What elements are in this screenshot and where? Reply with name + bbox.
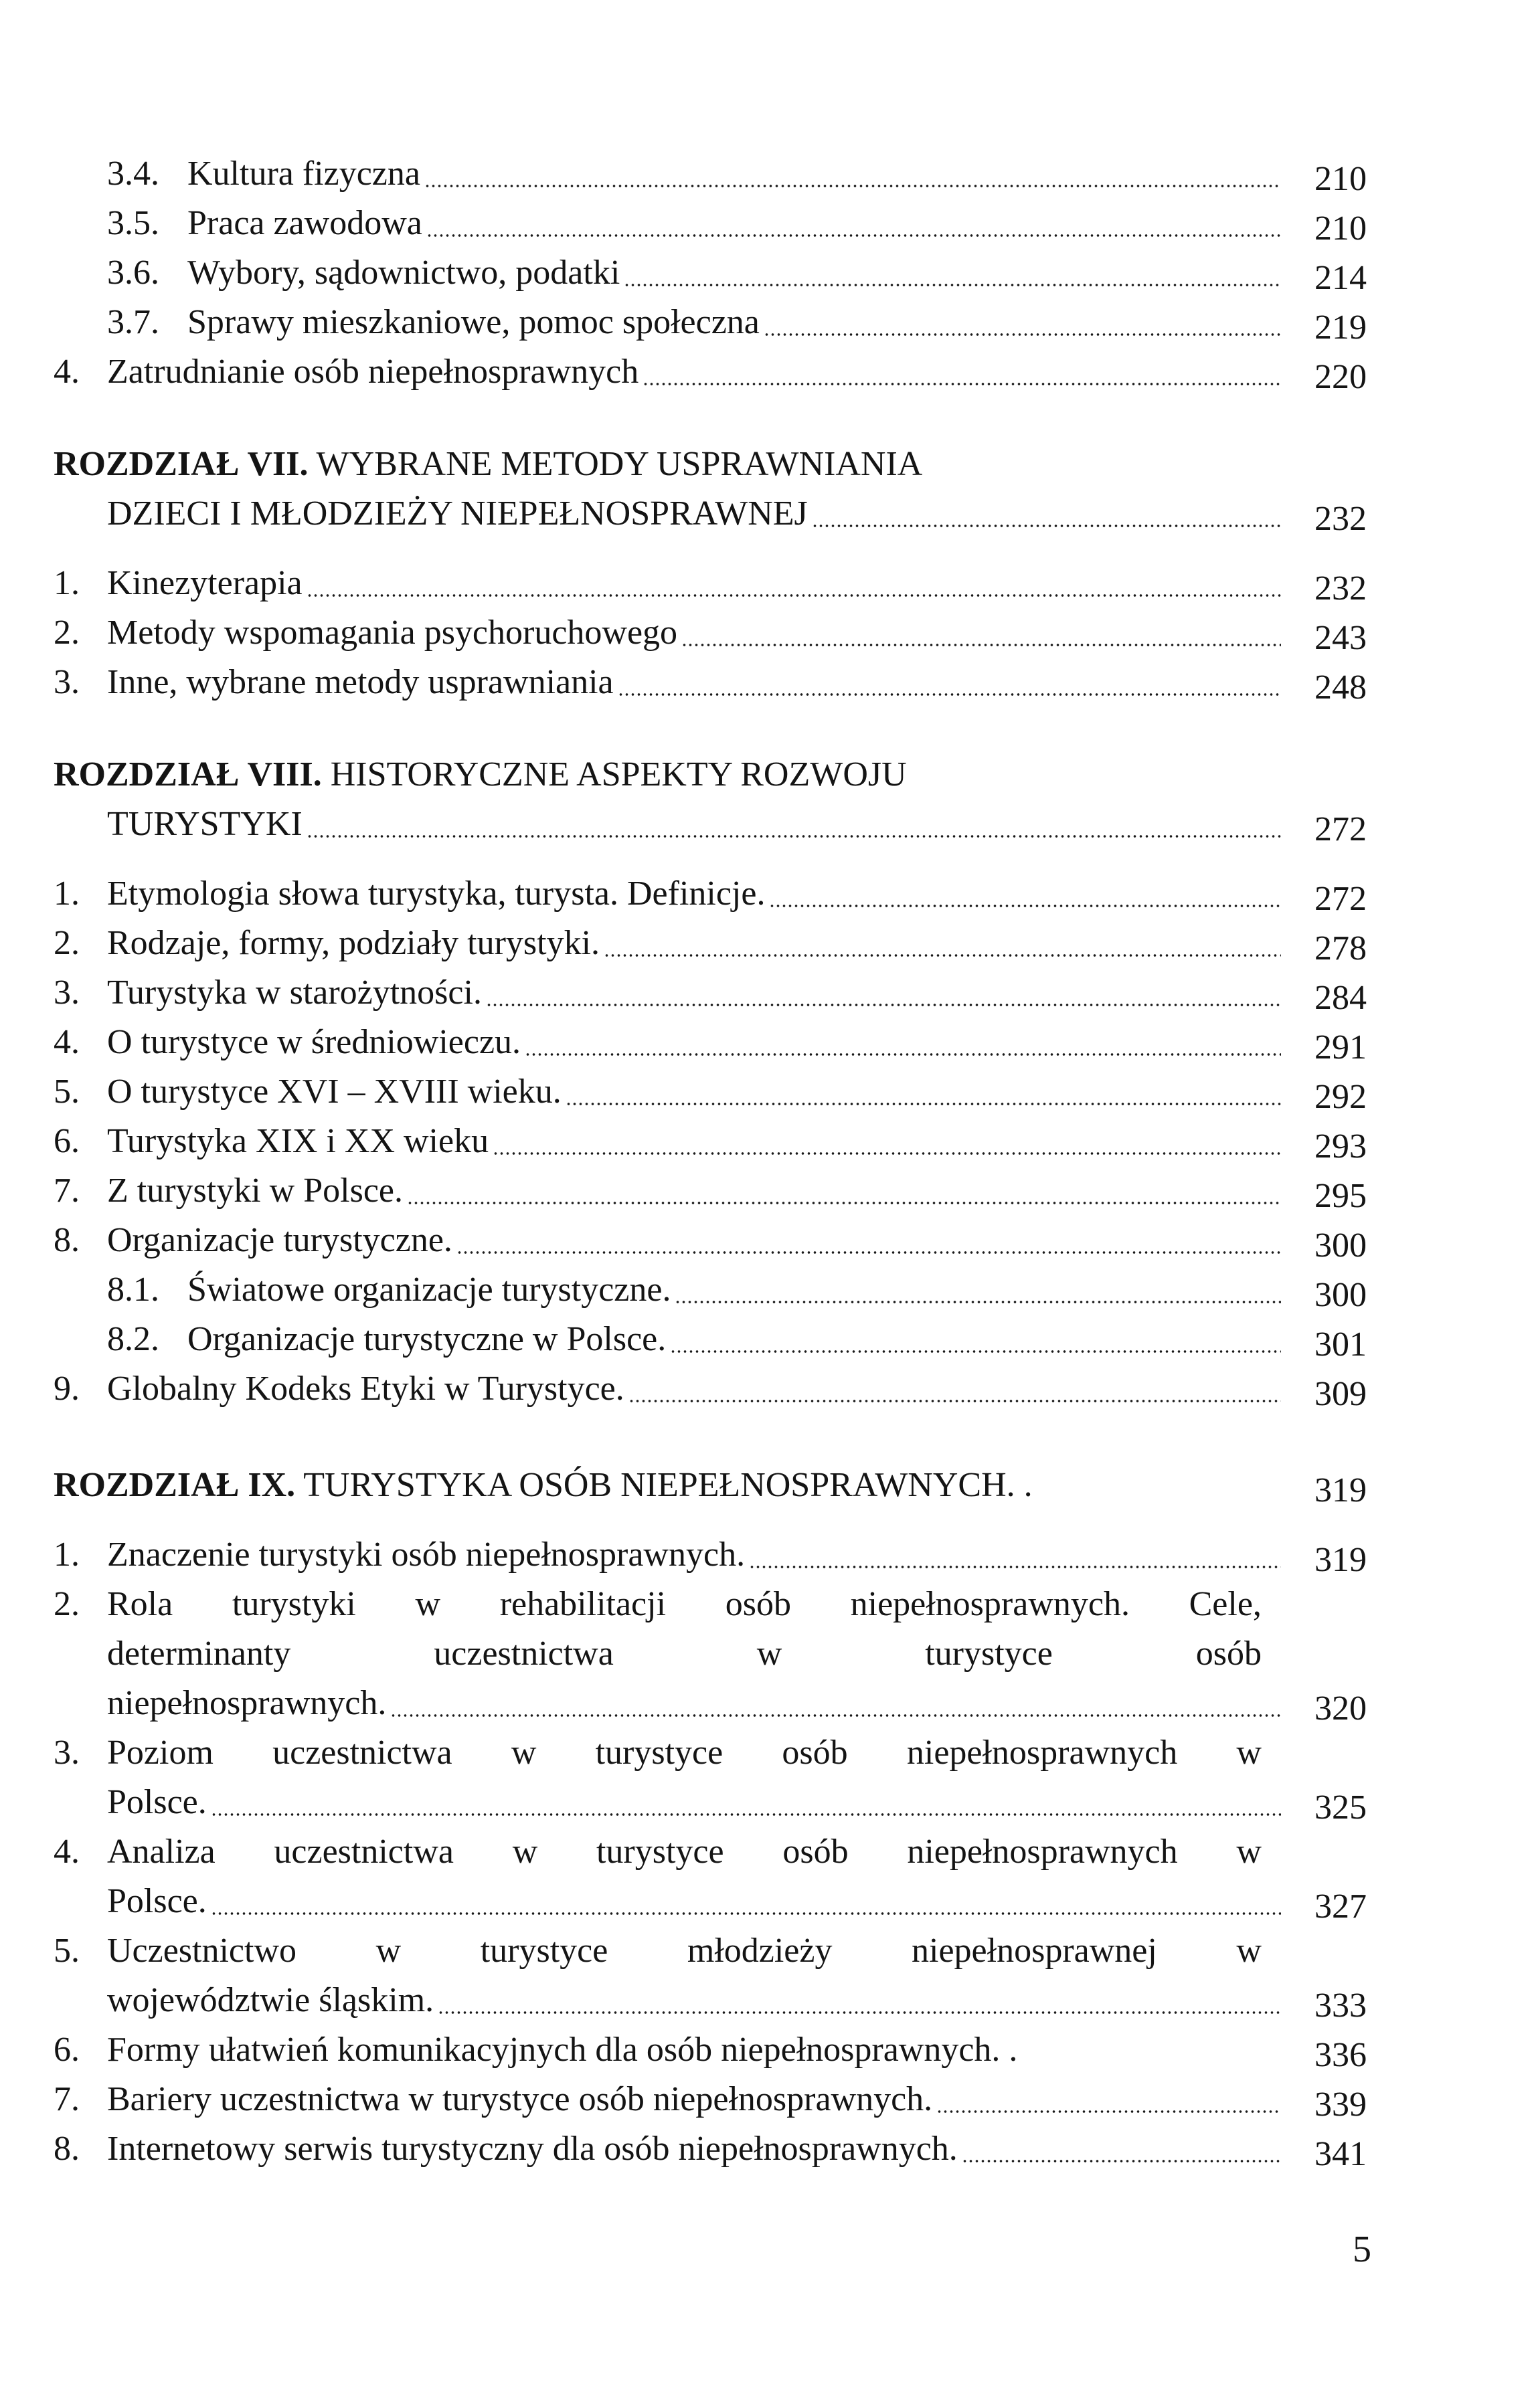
entry-page: 292 [1314, 1078, 1367, 1116]
word: niepełnosprawnych. [850, 1585, 1130, 1623]
word: w [512, 1833, 538, 1871]
toc-entry [0, 918, 1532, 969]
chapter-title-cont: DZIECI I MŁODZIEŻY NIEPEŁNOSPRAWNEJ [107, 494, 808, 533]
entry-page: 339 [1314, 2086, 1367, 2124]
entry-page: 210 [1314, 209, 1367, 248]
word: w [756, 1635, 782, 1673]
word: w [1236, 1734, 1262, 1772]
entry-title: Światowe organizacje turystyczne. [187, 1271, 671, 1309]
entry-title: Sprawy mieszkaniowe, pomoc społeczna [187, 303, 760, 341]
toc-entry [0, 1116, 1532, 1167]
entry-page: 278 [1314, 929, 1367, 967]
entry-title: Polsce. [107, 1783, 207, 1821]
word: niepełnosprawnych [907, 1833, 1178, 1871]
toc-entry [0, 1579, 1532, 1630]
entry-title: Wybory, sądownictwo, podatki [187, 254, 620, 292]
chapter-label: ROZDZIAŁ IX. [54, 1466, 296, 1504]
chapter-heading-line [54, 749, 907, 800]
dot-leader [407, 1202, 1281, 1204]
entry-number: 2. [54, 1585, 80, 1623]
toc-entry [0, 1728, 1532, 1778]
entry-page: 320 [1314, 1689, 1367, 1728]
entry-title-line [107, 1926, 1262, 1976]
entry-title: Metody wspomagania psychoruchowego [107, 614, 678, 652]
chapter-label: ROZDZIAŁ VII. [54, 445, 309, 483]
word: Uczestnictwo [107, 1932, 297, 1970]
word: uczestnictwa [272, 1734, 452, 1772]
entry-number: 3. [54, 663, 80, 701]
dot-leader [628, 1400, 1281, 1402]
dot-leader [749, 1566, 1281, 1568]
entry-number: 2. [54, 924, 80, 962]
toc-entry [0, 1067, 1532, 1117]
toc-entry [0, 1364, 1532, 1414]
toc-entry [0, 558, 1532, 609]
entry-title: Polsce. [107, 1882, 207, 1920]
dot-leader [493, 1152, 1281, 1155]
word: turystyce [596, 1833, 724, 1871]
entry-title: niepełnosprawnych. [107, 1684, 387, 1722]
entry-title: Organizacje turystyczne w Polsce. [187, 1320, 667, 1358]
entry-title: Organizacje turystyczne. [107, 1221, 452, 1259]
entry-title: O turystyce w średniowieczu. [107, 1023, 521, 1061]
entry-page: 220 [1314, 358, 1367, 396]
entry-number: 7. [54, 2080, 80, 2118]
entry-title: Znaczenie turystyki osób niepełnosprawnych. [107, 1536, 746, 1574]
toc-entry [0, 799, 1532, 850]
dot-leader [624, 284, 1281, 286]
word: w [375, 1932, 402, 1970]
dot-leader [424, 185, 1281, 187]
word: w [1236, 1833, 1262, 1871]
entry-number: 1. [54, 874, 80, 913]
word: turystyce [480, 1932, 608, 1970]
entry-page: 293 [1314, 1127, 1367, 1166]
word: osób [725, 1585, 791, 1623]
dot-leader [211, 1813, 1281, 1816]
toc-entry [0, 149, 1532, 199]
entry-title: Kultura fizyczna [187, 155, 420, 193]
entry-page: 291 [1314, 1028, 1367, 1067]
entry-page: 341 [1314, 2135, 1367, 2173]
entry-page: 248 [1314, 668, 1367, 707]
entry-number: 6. [54, 1122, 80, 1160]
word: w [511, 1734, 537, 1772]
entry-number: 3. [54, 974, 80, 1012]
word: uczestnictwa [274, 1833, 454, 1871]
word: Cele, [1189, 1585, 1262, 1623]
entry-number: 3.6. [107, 254, 159, 292]
toc-entry [0, 868, 1532, 919]
dot-leader [618, 693, 1281, 696]
entry-number: 4. [54, 1023, 80, 1061]
dot-leader [566, 1103, 1281, 1105]
toc-entry-cont [0, 1629, 1532, 1679]
word: w [1236, 1932, 1262, 1970]
chapter-title: TURYSTYKA OSÓB NIEPEŁNOSPRAWNYCH. . [303, 1466, 1033, 1504]
entry-number: 3.5. [107, 204, 159, 242]
word: Analiza [107, 1833, 216, 1871]
entry-title: O turystyce XVI – XVIII wieku. [107, 1073, 562, 1111]
dot-leader [812, 525, 1281, 527]
toc-entry [0, 1530, 1532, 1580]
entry-title: Turystyka w starożytności. [107, 974, 482, 1012]
entry-title: Kinezyterapia [107, 564, 303, 602]
word: niepełnosprawnych [906, 1734, 1178, 1772]
entry-page: 336 [1314, 2036, 1367, 2074]
dot-leader [438, 2011, 1281, 2014]
word: w [415, 1585, 441, 1623]
entry-page: 327 [1314, 1887, 1367, 1926]
toc-entry [0, 347, 1532, 397]
dot-leader [936, 2110, 1281, 2113]
page-number: 5 [1353, 2229, 1371, 2270]
entry-number: 3.7. [107, 303, 159, 341]
chapter-title: WYBRANE METODY USPRAWNIANIA [316, 445, 923, 483]
entry-title: Zatrudnianie osób niepełnosprawnych [107, 353, 639, 391]
dot-leader [769, 905, 1281, 907]
toc-entry [0, 1827, 1532, 1877]
entry-page: 300 [1314, 1276, 1367, 1314]
entry-title-line [107, 1728, 1262, 1778]
entry-title: Inne, wybrane metody usprawniania [107, 663, 614, 701]
entry-title-line [107, 1827, 1262, 1877]
dot-leader [390, 1714, 1281, 1717]
entry-number: 9. [54, 1370, 80, 1408]
chapter-title: HISTORYCZNE ASPEKTY ROZWOJU [330, 755, 907, 794]
word: Rola [107, 1585, 173, 1623]
entry-number: 8.2. [107, 1320, 159, 1358]
dot-leader [307, 594, 1281, 597]
word: osób [1195, 1635, 1262, 1673]
entry-page: 333 [1314, 1986, 1367, 2025]
entry-page: 295 [1314, 1177, 1367, 1215]
entry-number: 8.1. [107, 1271, 159, 1309]
entry-page: 272 [1314, 810, 1367, 848]
entry-page: 301 [1314, 1325, 1367, 1364]
dot-leader [426, 234, 1281, 237]
entry-number: 5. [54, 1932, 80, 1970]
entry-page: 319 [1314, 1471, 1367, 1509]
entry-title-line [107, 1629, 1262, 1679]
toc-entry [0, 2074, 1532, 2125]
toc-entry-cont [0, 1975, 1532, 2026]
word: turystyce [925, 1635, 1053, 1673]
dot-leader [307, 835, 1281, 838]
entry-number: 3.4. [107, 155, 159, 193]
toc-entry [0, 1314, 1532, 1365]
word: niepełnosprawnej [912, 1932, 1157, 1970]
entry-page: 214 [1314, 259, 1367, 297]
entry-title: Z turystyki w Polsce. [107, 1172, 403, 1210]
entry-title: Globalny Kodeks Etyki w Turystyce. [107, 1370, 624, 1408]
toc-entry [0, 2124, 1532, 2174]
chapter-heading [0, 439, 1532, 490]
entry-page: 232 [1314, 569, 1367, 608]
dot-leader [486, 1004, 1281, 1006]
chapter-heading [0, 1460, 1532, 1511]
chapter-heading-line [54, 1460, 1033, 1511]
entry-number: 7. [54, 1172, 80, 1210]
toc-entry [0, 1265, 1532, 1315]
word: rehabilitacji [499, 1585, 667, 1623]
word: determinanty [107, 1635, 291, 1673]
entry-title: Internetowy serwis turystyczny dla osób niepełnosprawnych. [107, 2130, 958, 2168]
dot-leader [211, 1912, 1281, 1915]
entry-title: Praca zawodowa [187, 204, 422, 242]
entry-page: 272 [1314, 880, 1367, 918]
entry-title-line [107, 1579, 1262, 1630]
toc-entry [0, 2025, 1532, 2075]
entry-number: 8. [54, 1221, 80, 1259]
word: uczestnictwa [434, 1635, 614, 1673]
toc-entry-cont [0, 1876, 1532, 1927]
toc-entry-cont [0, 1678, 1532, 1729]
dot-leader [764, 333, 1281, 336]
entry-page: 325 [1314, 1788, 1367, 1827]
entry-page: 232 [1314, 500, 1367, 538]
entry-number: 1. [54, 1536, 80, 1574]
toc-entry [0, 657, 1532, 708]
entry-page: 309 [1314, 1375, 1367, 1413]
toc-entry [0, 967, 1532, 1018]
entry-title: Rodzaje, formy, podziały turystyki. [107, 924, 600, 962]
chapter-heading-line [54, 439, 922, 490]
word: turystyki [232, 1585, 356, 1623]
toc-entry [0, 488, 1532, 539]
toc-entry [0, 1017, 1532, 1068]
word: Poziom [107, 1734, 214, 1772]
chapter-label: ROZDZIAŁ VIII. [54, 755, 322, 794]
dot-leader [604, 954, 1281, 957]
entry-number: 5. [54, 1073, 80, 1111]
entry-title: województwie śląskim. [107, 1981, 434, 2019]
entry-page: 319 [1314, 1541, 1367, 1579]
dot-leader [456, 1251, 1281, 1254]
entry-page: 300 [1314, 1226, 1367, 1265]
entry-page: 210 [1314, 160, 1367, 198]
entry-number: 1. [54, 564, 80, 602]
entry-title: Etymologia słowa turystyka, turysta. Definicje. [107, 874, 766, 913]
toc-entry [0, 297, 1532, 348]
entry-page: 243 [1314, 619, 1367, 657]
entry-number: 4. [54, 353, 80, 391]
chapter-heading [0, 749, 1532, 800]
dot-leader [675, 1301, 1281, 1303]
dot-leader [643, 383, 1281, 385]
entry-number: 2. [54, 614, 80, 652]
entry-number: 3. [54, 1734, 80, 1772]
dot-leader [670, 1350, 1281, 1353]
entry-title: Formy ułatwień komunikacyjnych dla osób niepełnosprawnych. . [107, 2031, 1018, 2069]
toc-entry [0, 1166, 1532, 1216]
entry-number: 8. [54, 2130, 80, 2168]
entry-page: 284 [1314, 979, 1367, 1017]
word: osób [782, 1734, 848, 1772]
entry-title: Bariery uczestnictwa w turystyce osób niepełnosprawnych. [107, 2080, 933, 2118]
dot-leader [681, 644, 1281, 646]
toc-entry [0, 198, 1532, 249]
word: turystyce [595, 1734, 724, 1772]
dot-leader [962, 2160, 1281, 2162]
entry-number: 6. [54, 2031, 80, 2069]
entry-page: 219 [1314, 308, 1367, 347]
toc-entry [0, 248, 1532, 298]
dot-leader [525, 1053, 1281, 1056]
toc-entry [0, 1926, 1532, 1976]
entry-number: 4. [54, 1833, 80, 1871]
chapter-title-cont: TURYSTYKI [107, 805, 303, 843]
toc-entry [0, 1215, 1532, 1266]
entry-title: Turystyka XIX i XX wieku [107, 1122, 489, 1160]
word: młodzieży [687, 1932, 833, 1970]
toc-entry [0, 608, 1532, 658]
word: osób [782, 1833, 849, 1871]
toc-entry-cont [0, 1777, 1532, 1828]
